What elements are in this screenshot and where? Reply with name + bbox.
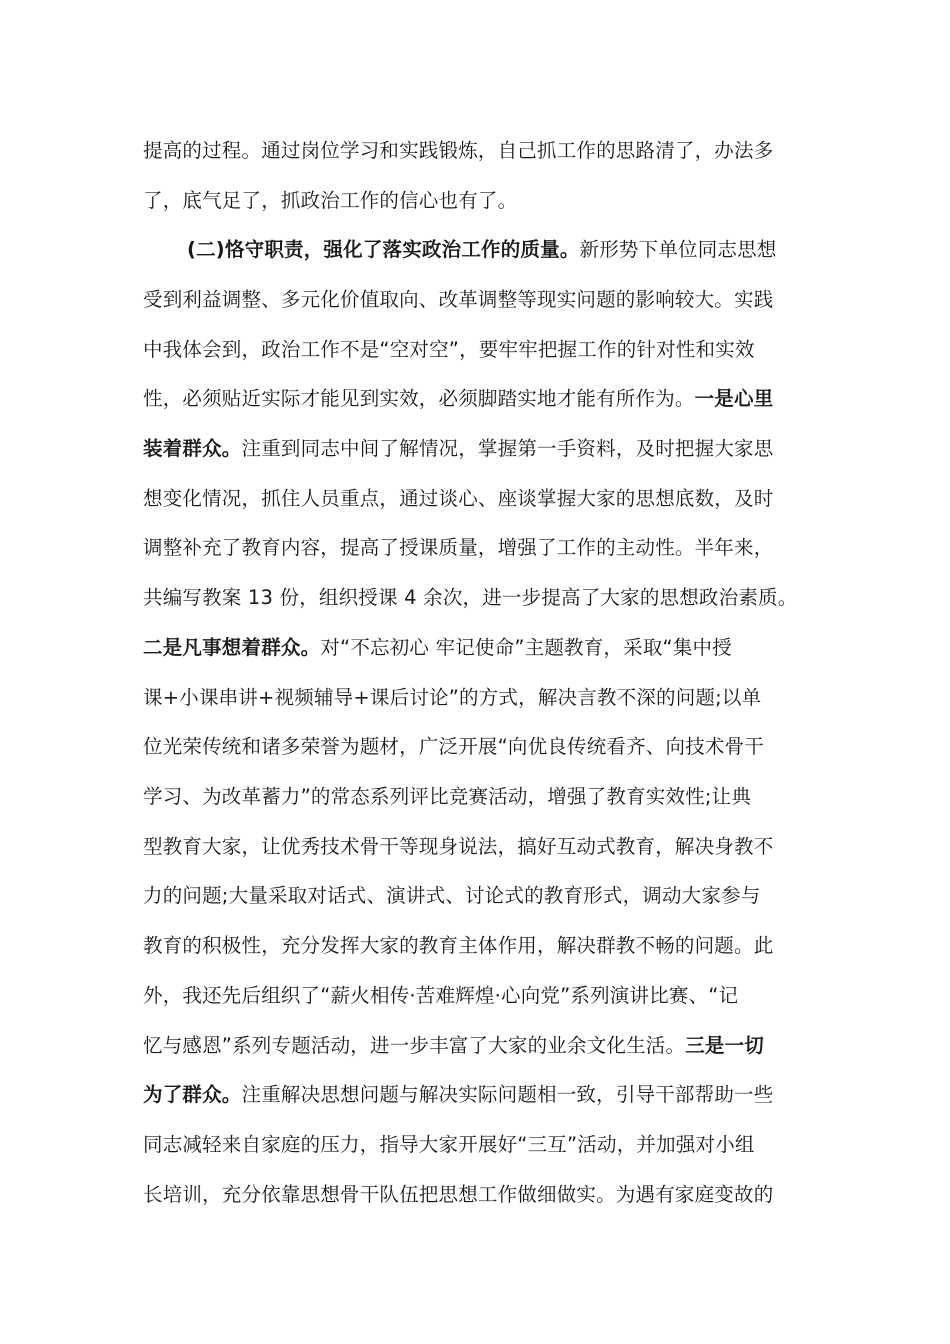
- text-segment: 型教育大家，让优秀技术骨干等现身说法，搞好互动式教育，解决身教不: [143, 835, 774, 858]
- body-text-line: [143, 983, 823, 1009]
- bold-keyword: 一是心里: [694, 387, 774, 410]
- body-text-line: [143, 1082, 823, 1108]
- body-text-line: [143, 535, 823, 561]
- body-text-line: [143, 337, 823, 363]
- text-segment: 想变化情况，抓住人员重点，通过谈心、座谈掌握大家的思想底数，及时: [143, 487, 774, 510]
- body-text-line: [143, 734, 823, 760]
- body-text-line: [143, 585, 823, 611]
- body-text-line: [143, 883, 823, 909]
- section-heading: (二)恪守职责，强化了落实政治工作的质量。: [187, 238, 580, 261]
- body-text-line: [143, 635, 823, 661]
- body-text-line: [143, 386, 823, 412]
- body-text-line: [143, 933, 823, 959]
- text-segment: 力的问题;大量采取对话式、演讲式、讨论式的教育形式，调动大家参与: [143, 884, 761, 907]
- text-segment: 了，底气足了，抓政治工作的信心也有了。: [143, 189, 518, 212]
- body-text-line: [143, 1182, 823, 1208]
- text-segment: 对“不忘初心 牢记使命”主题教育，采取“集中授: [320, 636, 732, 659]
- bold-keyword: 三是一切: [685, 1034, 765, 1057]
- body-text-line: [143, 784, 823, 810]
- body-text-line: [143, 834, 823, 860]
- text-segment: 注重到同志中间了解情况，掌握第一手资料，及时把握大家思: [241, 437, 774, 460]
- text-segment: 受到利益调整、多元化价值取向、改革调整等现实问题的影响较大。实践: [143, 288, 774, 311]
- text-segment: 新形势下单位同志思想: [579, 238, 777, 261]
- text-segment: 注重解决思想问题与解决实际问题相一致，引导干部帮助一些: [241, 1083, 774, 1106]
- text-segment: 提高的过程。通过岗位学习和实践锻炼，自己抓工作的思路清了，办法多: [143, 139, 774, 162]
- bold-keyword: 装着群众。: [143, 437, 242, 460]
- text-segment: 教育的积极性，充分发挥大家的教育主体作用，解决群教不畅的问题。此: [143, 934, 774, 957]
- bold-keyword: 二是凡事想着群众。: [143, 636, 321, 659]
- section-heading-line: [187, 237, 867, 263]
- text-segment: 同志减轻来自家庭的压力，指导大家开展好“三互”活动，并加强对小组: [143, 1133, 755, 1156]
- text-segment: 长培训，充分依靠思想骨干队伍把思想工作做细做实。为遇有家庭变故的: [143, 1183, 774, 1206]
- body-text-line: [143, 287, 823, 313]
- body-text-line: [143, 436, 823, 462]
- body-text-line: [143, 188, 823, 214]
- bold-keyword: 为了群众。: [143, 1083, 242, 1106]
- text-segment: 中我体会到，政治工作不是“空对空”，要牢牢把握工作的针对性和实效: [143, 338, 755, 361]
- body-text-line: [143, 1033, 823, 1059]
- text-segment: 性，必须贴近实际才能见到实效，必须脚踏实地才能有所作为。: [143, 387, 695, 410]
- body-text-line: [143, 486, 823, 512]
- body-text-line: [143, 1132, 823, 1158]
- body-text-line: [143, 685, 823, 711]
- text-segment: 调整补充了教育内容，提高了授课质量，增强了工作的主动性。半年来，: [143, 536, 774, 559]
- body-text-line: [143, 138, 823, 164]
- text-segment: 共编写教案 13 份，组织授课 4 余次，进一步提高了大家的思想政治素质。: [143, 586, 798, 609]
- text-segment: 忆与感恩”系列专题活动，进一步丰富了大家的业余文化生活。: [143, 1034, 686, 1057]
- text-segment: 学习、为改革蓄力”的常态系列评比竞赛活动，增强了教育实效性;让典: [143, 785, 752, 808]
- text-segment: 课+小课串讲+视频辅导+课后讨论”的方式，解决言教不深的问题;以单: [143, 686, 762, 709]
- text-segment: 外，我还先后组织了“薪火相传·苦难辉煌·心向党”系列演讲比赛、“记: [143, 984, 739, 1007]
- text-segment: 位光荣传统和诸多荣誉为题材，广泛开展“向优良传统看齐、向技术骨干: [143, 735, 765, 758]
